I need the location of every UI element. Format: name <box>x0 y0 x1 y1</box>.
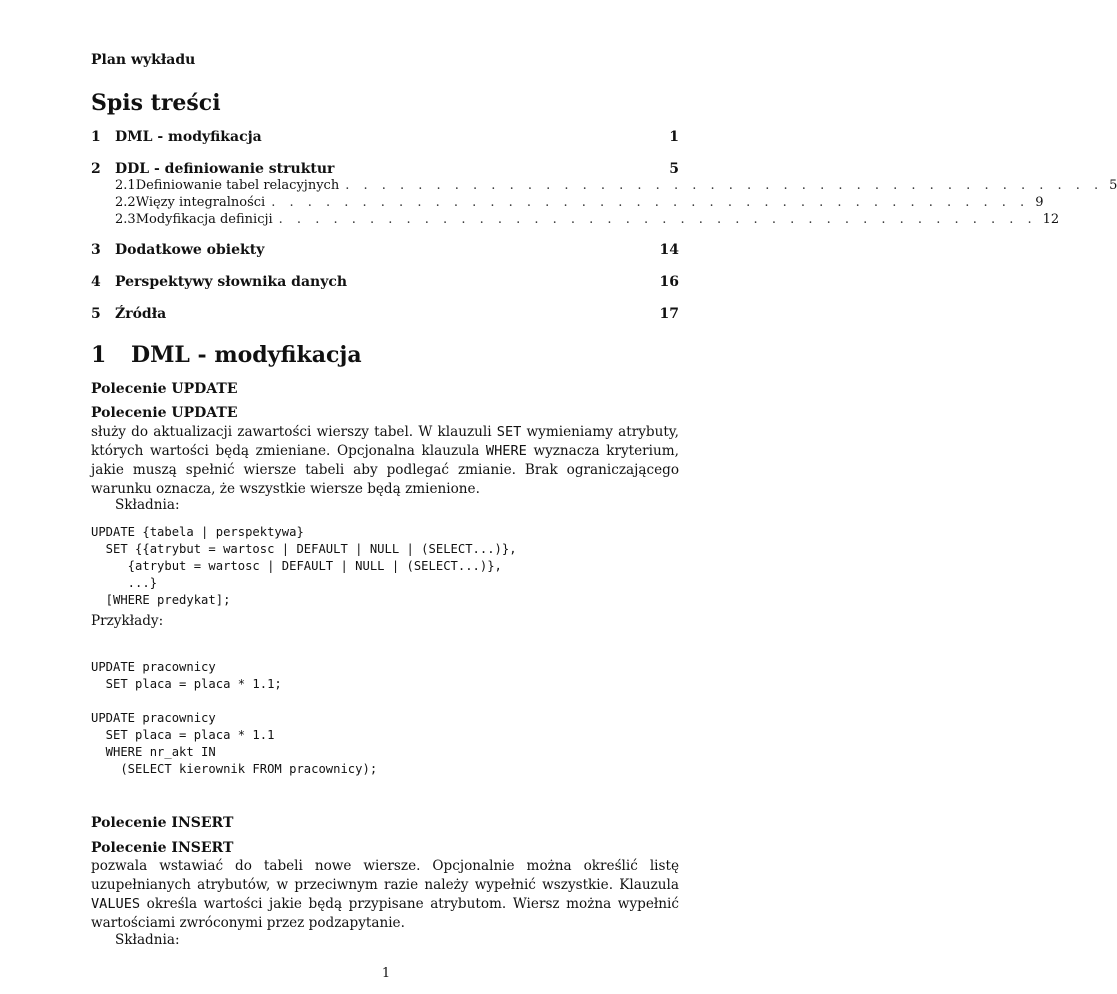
toc-subentry-title: Modyfikacja definicji <box>135 212 273 227</box>
toc-entry-page: 5 <box>669 161 679 177</box>
syntax-label: Składnia: <box>115 932 180 948</box>
text-span: pozwala wstawiać do tabeli nowe wiersze. Opcjonalnie można określić listę uzupełnianych atrybutów, w przeciwnym razie należy wypełnić wszystkie. Klauzula <box>91 858 679 893</box>
running-head: Plan wykładu <box>91 52 196 68</box>
inline-code: VALUES <box>91 896 141 912</box>
update-description <box>91 423 679 499</box>
toc-entry[interactable] <box>91 128 679 146</box>
toc-entry-page: 1 <box>669 129 679 145</box>
inline-code: WHERE <box>485 443 527 459</box>
toc-entry[interactable] <box>91 160 679 178</box>
toc-entry-number: 2 <box>91 161 101 177</box>
toc-entry-page: 14 <box>659 242 679 258</box>
toc-subentry-title: Więzy integralności <box>135 195 266 210</box>
text-span: określa wartości jakie będą przypisane atrybutom. Wiersz można wypełnić wartościami zwróconymi przez podzapytanie. <box>91 896 679 931</box>
toc-entry-title: Perspektywy słownika danych <box>115 274 348 290</box>
toc-dot-leader: . . . . . . . . . . . . . . . . . . . . . . . . . . . . . . . . . . . . . . . . . . <box>271 195 1030 210</box>
toc-subentry-page: 9 <box>1035 195 1044 210</box>
toc-entry-number: 5 <box>91 306 101 322</box>
update-example-2-code: UPDATE pracownicy SET placa = placa * 1.1 WHERE nr_akt IN (SELECT kierownik FROM pracownicy); <box>91 711 378 776</box>
toc-entry-number: 4 <box>91 274 101 290</box>
update-example-1-code: UPDATE pracownicy SET placa = placa * 1.1; <box>91 660 282 691</box>
toc-dot-leader: . . . . . . . . . . . . . . . . . . . . . . . . . . . . . . . . . . . . . . . . . . <box>278 212 1037 227</box>
frame-title-update: Polecenie UPDATE <box>91 381 238 397</box>
text-span: wymieniamy atrybuty, których wartości będą zmieniane. Opcjonalna klauzula <box>91 424 679 459</box>
toc-title: Spis treści <box>91 90 221 116</box>
update-syntax-code: UPDATE {tabela | perspektywa} SET {{atrybut = wartosc | DEFAULT | NULL | (SELECT...)}, {atrybut = wartosc | DEFAULT | NULL | (SELECT...)}, ...} [WHERE predykat]; <box>91 525 517 607</box>
section-number: 1 <box>91 342 107 368</box>
toc-subentry-page: 12 <box>1042 212 1060 227</box>
toc-subentry-title: Definiowanie tabel relacyjnych <box>135 178 340 193</box>
section-heading <box>91 342 362 368</box>
toc-entry-page: 17 <box>659 306 679 322</box>
toc-entry-title: DDL - definiowanie struktur <box>115 161 335 177</box>
toc-subentry-page: 5 <box>1109 178 1117 193</box>
toc-subentry[interactable] <box>115 195 1044 211</box>
toc-subentry[interactable] <box>115 212 1060 228</box>
toc-dot-leader: . . . . . . . . . . . . . . . . . . . . . . . . . . . . . . . . . . . . . . . . . . <box>345 178 1104 193</box>
toc-entry-title: Źródła <box>115 306 167 322</box>
toc-subentry-number: 2.2 <box>115 195 136 210</box>
toc-entry-title: Dodatkowe obiekty <box>115 242 265 258</box>
insert-description <box>91 857 679 933</box>
toc-entry-title: DML - modyfikacja <box>115 129 262 145</box>
toc-subentry[interactable] <box>115 178 1117 194</box>
toc-entry[interactable] <box>91 305 679 323</box>
inline-code: SET <box>496 424 522 440</box>
text-span: służy do aktualizacji zawartości wierszy tabel. W klauzuli <box>91 424 497 440</box>
syntax-label: Składnia: <box>115 497 180 513</box>
toc-entry-number: 3 <box>91 242 101 258</box>
toc-subentry-number: 2.1 <box>115 178 136 193</box>
text-span: wyznacza kryterium, jakie muszą spełnić wiersze tabeli aby podlegać zmianie. Brak ograniczającego warunku oznacza, że wszystkie wiersze będą zmienione. <box>91 443 679 497</box>
block-title-insert: Polecenie INSERT <box>91 840 234 856</box>
toc-entry-page: 16 <box>659 274 679 290</box>
examples-label: Przykłady: <box>91 613 164 629</box>
block-title-update: Polecenie UPDATE <box>91 405 238 421</box>
toc-entry[interactable] <box>91 273 679 291</box>
section-title: DML - modyfikacja <box>131 342 362 368</box>
toc-subentry-number: 2.3 <box>115 212 136 227</box>
page-number: 1 <box>381 966 391 981</box>
toc-entry[interactable] <box>91 241 679 259</box>
frame-title-insert: Polecenie INSERT <box>91 815 234 831</box>
toc-entry-number: 1 <box>91 129 101 145</box>
